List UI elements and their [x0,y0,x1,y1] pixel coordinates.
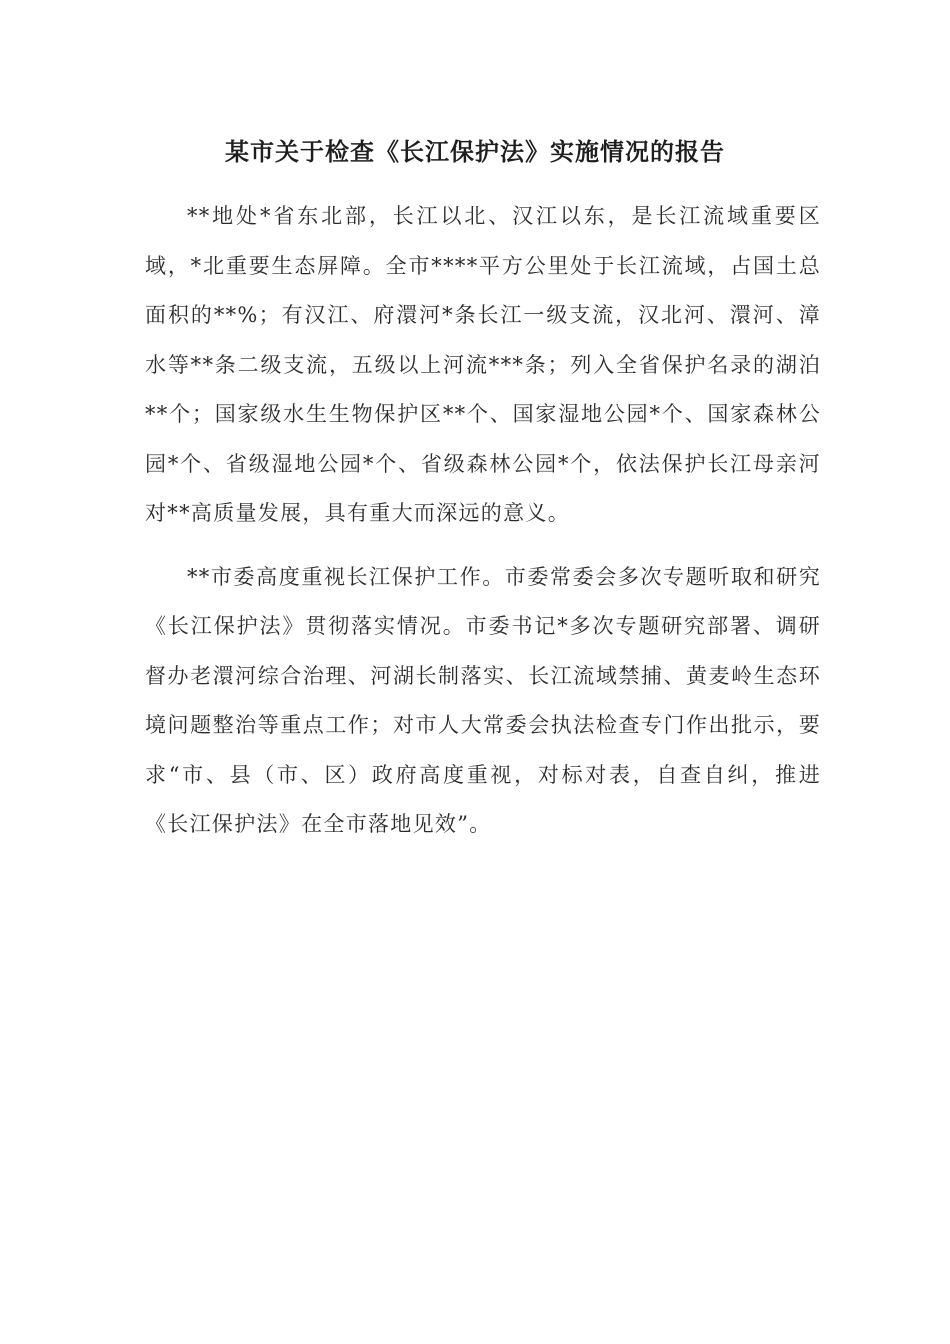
document-body [145,192,821,864]
paragraph-overview: **地处*省东北部，长江以北、汉江以东，是长江流域重要区域，*北重要生态屏障。全市****平方公里处于长江流域，占国土总面积的**%；有汉江、府澴河*条长江一级支流，汉北河、澴河、漳水等**条二级支流，五级以上河流***条；列入全省保护名录的湖泊**个；国家级水生生物保护区**个、国家湿地公园*个、国家森林公园*个、省级湿地公园*个、省级森林公园*个，依法保护长江母亲河对**高质量发展，具有重大而深远的意义。 [145,204,821,525]
document-title: 某市关于检查《长江保护法》实施情况的报告 [225,137,725,166]
paragraph-committee-attention: **市委高度重视长江保护工作。市委常委会多次专题听取和研究《长江保护法》贯彻落实情况。市委书记*多次专题研究部署、调研督办老澴河综合治理、河湖长制落实、长江流域禁捕、黄麦岭生态环境问题整治等重点工作；对市人大常委会执法检查专门作出批示，要求“市、县（市、区）政府高度重视，对标对表，自查自纠，推进《长江保护法》在全市落地见效”。 [145,564,821,836]
